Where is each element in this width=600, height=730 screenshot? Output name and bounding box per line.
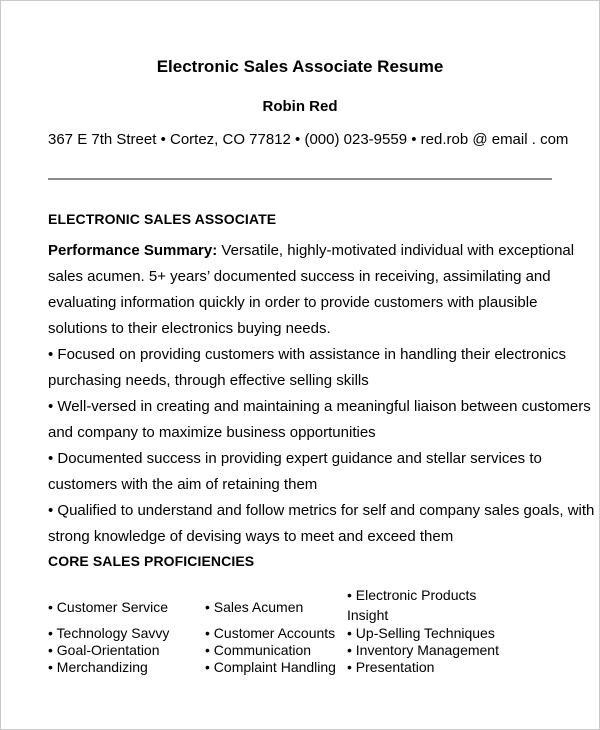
proficiencies-heading: CORE SALES PROFICIENCIES: [48, 553, 255, 569]
performance-summary-paragraph: [48, 238, 575, 342]
summary-line-text: Versatile, highly-motivated individual with exceptional: [217, 242, 575, 259]
proficiency-item: • Inventory Management: [347, 642, 499, 658]
proficiency-item: • Customer Accounts: [205, 625, 336, 641]
proficiency-item: • Goal-Orientation: [48, 642, 160, 658]
proficiency-item: • Merchandizing: [48, 659, 148, 675]
summary-line: evaluating information quickly in order to provide customers with plausible: [48, 294, 538, 311]
contact-info-line: 367 E 7th Street • Cortez, CO 77812 • (000) 023-9559 • red.rob @ email . com: [48, 131, 569, 148]
candidate-name: Robin Red: [262, 98, 338, 115]
summary-line: solutions to their electronics buying needs.: [48, 320, 331, 337]
proficiency-item: • Presentation: [347, 659, 435, 675]
proficiency-item: • Technology Savvy: [48, 625, 170, 641]
summary-line: [48, 238, 575, 264]
summary-bullet-line: • Well-versed in creating and maintaining a meaningful liaison between customers: [48, 398, 591, 415]
header-divider: [48, 178, 552, 180]
proficiency-item: • Up-Selling Techniques: [347, 625, 495, 641]
summary-line: sales acumen. 5+ years’ documented success in receiving, assimilating and: [48, 268, 551, 285]
proficiency-item: • Customer Service: [48, 599, 169, 615]
resume-title: Electronic Sales Associate Resume: [156, 57, 444, 76]
proficiency-column-3: [347, 585, 552, 676]
summary-bullet-line: • Documented success in providing expert guidance and stellar services to: [48, 450, 542, 467]
resume-content: [48, 1, 595, 676]
summary-bullet-line: and company to maximize business opportunities: [48, 424, 376, 441]
summary-bullet-line: • Qualified to understand and follow metrics for self and company sales goals, with: [48, 502, 595, 519]
proficiency-column-1: [48, 585, 205, 676]
summary-bullet-line: • Focused on providing customers with assistance in handling their electronics: [48, 346, 567, 363]
proficiency-column-2: [205, 585, 347, 676]
proficiency-item: • Sales Acumen: [205, 599, 304, 615]
summary-bullet-line: strong knowledge of devising ways to meet and exceed them: [48, 528, 454, 545]
summary-bullet-line: purchasing needs, through effective selling skills: [48, 372, 369, 389]
proficiency-item: • Electronic Products Insight: [347, 587, 477, 623]
proficiency-item: • Communication: [205, 642, 312, 658]
summary-bullet-line: customers with the aim of retaining them: [48, 476, 318, 493]
summary-bullet-list: [48, 342, 595, 550]
performance-summary-label: Performance Summary:: [48, 242, 218, 259]
proficiency-item: • Complaint Handling: [205, 659, 336, 675]
role-section-heading: ELECTRONIC SALES ASSOCIATE: [48, 211, 277, 227]
proficiencies-columns: [48, 585, 552, 676]
